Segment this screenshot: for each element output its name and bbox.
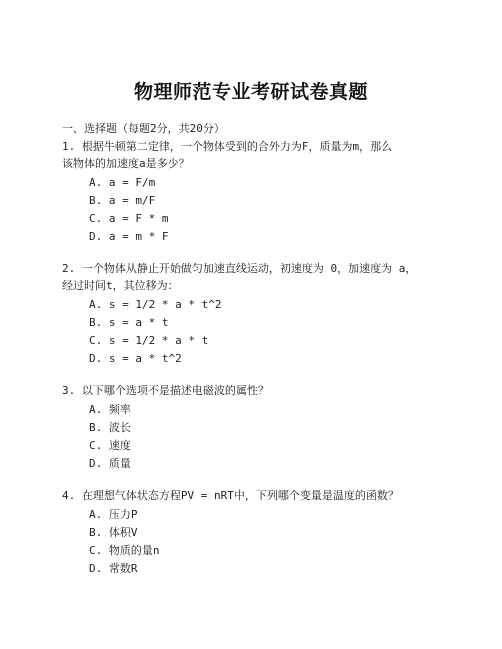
question-1-option-c: C. a = F * m [89,212,169,225]
question-1-line-1: 1. 根据牛顿第二定律，一个物体受到的合外力为F，质量为m，那么 [62,140,393,153]
question-2-option-d: D. s = a * t^2 [89,352,182,365]
question-4-option-a: A. 压力P [89,508,138,521]
question-4-option-c: C. 物质的量n [89,544,160,557]
question-2-option-c: C. s = 1/2 * a * t [89,334,209,347]
question-2-line-1: 2. 一个物体从静止开始做匀加速直线运动，初速度为 0，加速度为 a， [62,262,417,275]
question-1-option-d: D. a = m * F [89,230,169,243]
question-4-option-b: B. 体积V [89,526,138,539]
question-3-option-a: A. 频率 [89,403,131,416]
question-3-option-c: C. 速度 [89,439,131,452]
question-1-line-2: 该物体的加速度a是多少？ [62,157,190,170]
question-3-line-1: 3. 以下哪个选项不是描述电磁波的属性？ [62,384,269,397]
question-1-option-b: B. a = m/F [89,194,156,207]
question-3-option-b: B. 波长 [89,421,131,434]
question-4-line-1: 4. 在理想气体状态方程PV = nRT中，下列哪个变量是温度的函数？ [62,489,399,502]
question-2-option-b: B. s = a * t [89,316,169,329]
question-2-line-2: 经过时间t，其位移为： [62,279,179,292]
question-1-option-a: A. a = F/m [89,176,156,189]
page-title: 物理师范专业考研试卷真题 [133,81,368,103]
section-heading: 一、选择题（每题2分，共20分） [62,122,225,135]
question-2-option-a: A. s = 1/2 * a * t^2 [89,298,222,311]
question-3-option-d: D. 质量 [89,457,131,470]
question-4-option-d: D. 常数R [89,562,138,575]
